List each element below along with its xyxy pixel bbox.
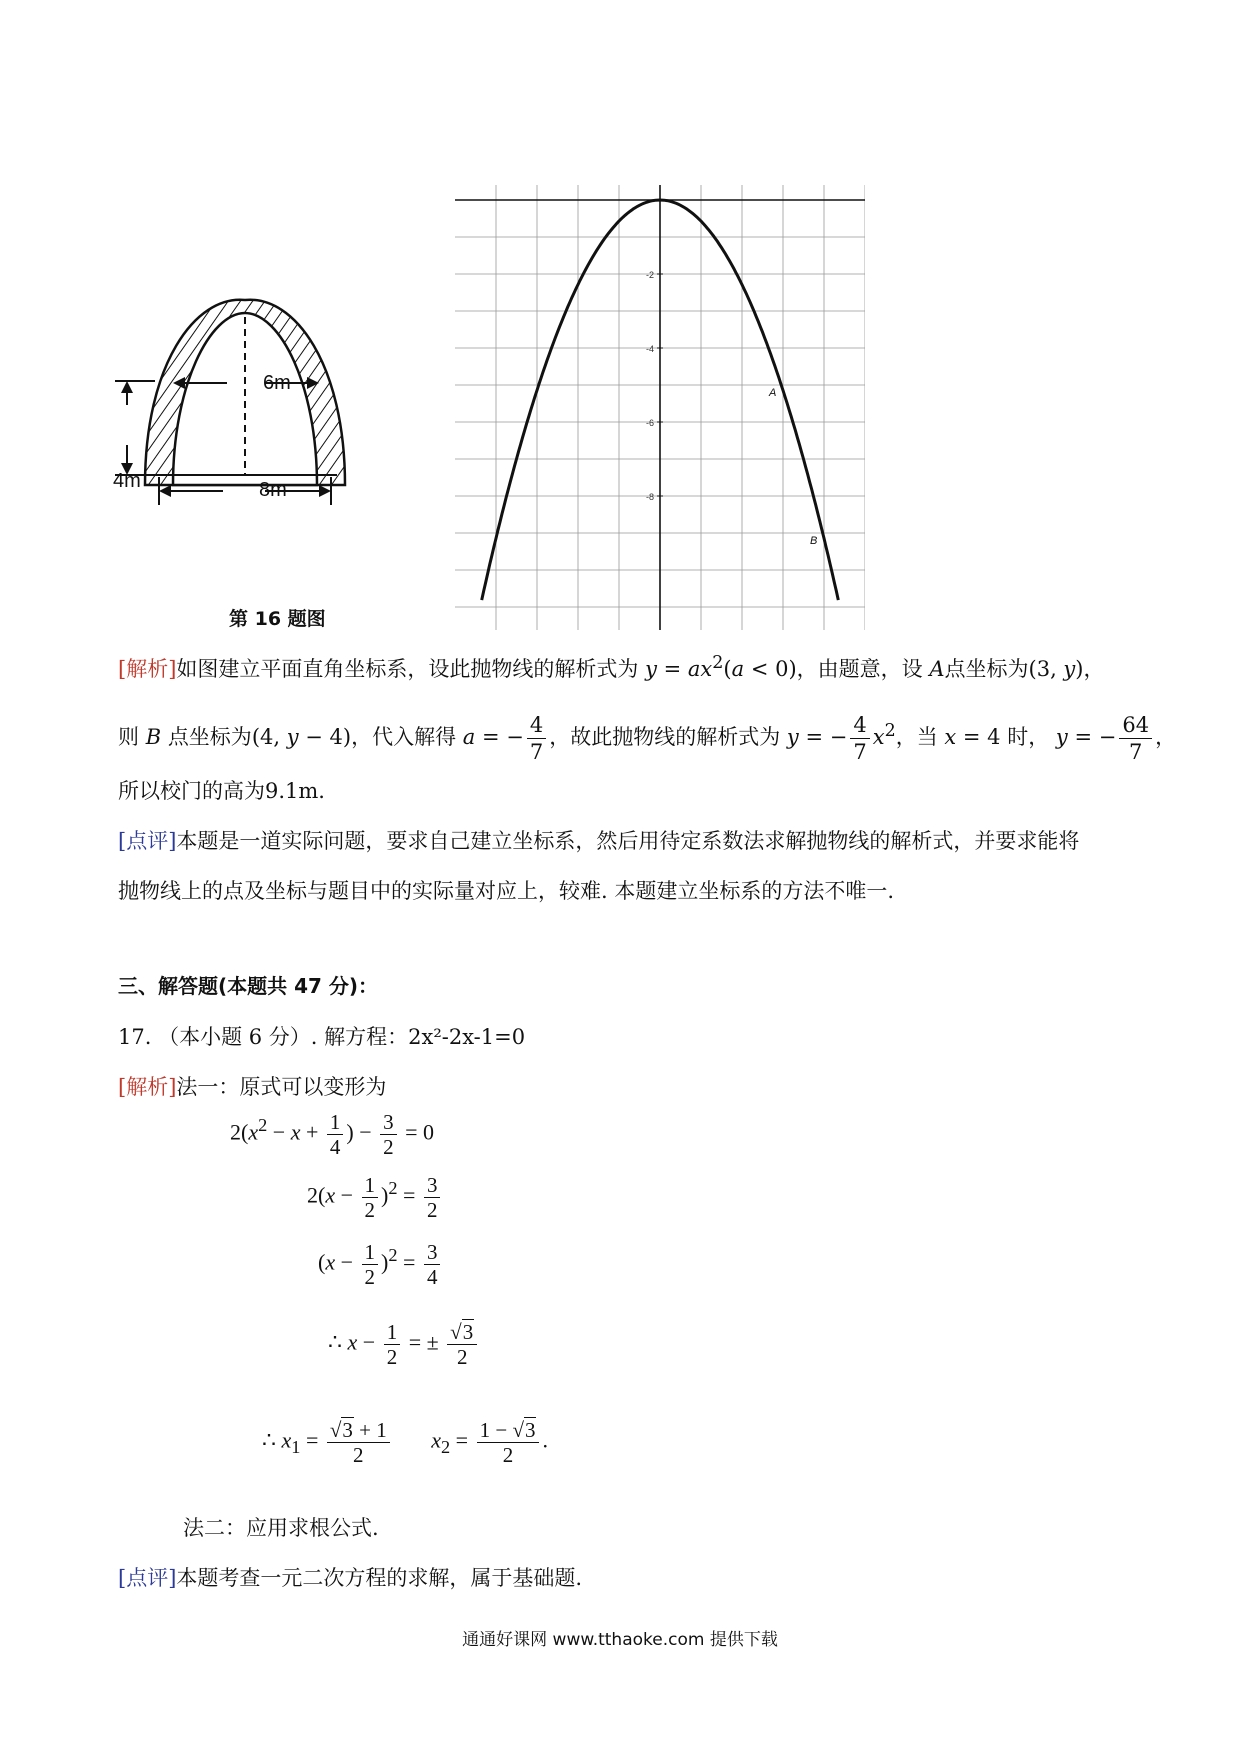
y-tick-label: -8: [645, 492, 654, 502]
point-label-a: A: [769, 387, 777, 400]
equation-step-4: ∴ x − $\frac{1}{2}$ = ± $\frac{√3}{2}$: [328, 1320, 480, 1369]
equation-step-1: $2(x^2 - x$ + $\frac{1}{4}$ ) − $\frac{3}{2}$ = 0: [230, 1110, 435, 1159]
equation-step-2: 2(x − $\frac{1}{2}$ )$^2$ = $\frac{3}{2}$: [307, 1173, 443, 1222]
question-17: 17. （本小题 6 分）. 解方程：2x²-2x-1=0: [118, 1025, 526, 1049]
y-tick-label: -4: [645, 344, 654, 354]
review2-line: [点评]本题考查一元二次方程的求解，属于基础题.: [118, 1566, 583, 1590]
point-label-b: B: [810, 535, 818, 548]
method-two: 法二：应用求根公式.: [183, 1516, 379, 1540]
analysis1-line1: [解析]如图建立平面直角坐标系，设此抛物线的解析式为 $y = ax^2(a < 0)$，由题意，设 A点坐标为(3, y)，: [118, 653, 1105, 681]
review1-line1: [点评]本题是一道实际问题，要求自己建立坐标系，然后用待定系数法求解抛物线的解析式，并要求能将: [118, 829, 1080, 853]
review1-line2: 抛物线上的点及坐标与题目中的实际量对应上，较难. 本题建立坐标系的方法不唯一.: [118, 879, 895, 903]
arch-figure: [115, 295, 405, 575]
analysis-tag: [解析]: [118, 657, 177, 681]
analysis1-line3: 所以校门的高为9.1m.: [118, 779, 325, 803]
analysis2-line1: [解析]法一：原式可以变形为: [118, 1075, 387, 1099]
arch-label-6m: 6m: [263, 372, 291, 394]
section-title: 三、解答题(本题共 47 分)：: [118, 974, 379, 998]
equation-step-3: (x − $\frac{1}{2}$ )$^2$ = $\frac{3}{4}$: [318, 1240, 443, 1289]
page-footer: 通通好课网 www.tthaoke.com 提供下载: [462, 1630, 778, 1650]
y-tick-label: -6: [645, 418, 654, 428]
review-tag: [点评]: [118, 1566, 177, 1590]
arch-label-4m: 4m: [113, 470, 141, 492]
equation-step-5: ∴ $x_1$ = $\frac{√3 + 1}{2}$ $x_2$ = $\frac{1 - √3}{2}$ .: [262, 1418, 548, 1467]
review-tag: [点评]: [118, 829, 177, 853]
parabola-graph: [455, 185, 865, 630]
analysis1-line2: 则 B 点坐标为(4, y − 4)，代入解得 a = − $\frac{4}{7}$ ，故此抛物线的解析式为 y = − $\frac{4}{7}$ $x^2$，当 x = 4 时， y = − $\frac{64}{7}$ ，: [118, 713, 1177, 764]
analysis-tag: [解析]: [118, 1075, 177, 1099]
y-tick-label: -2: [645, 270, 654, 280]
arch-label-8m: 8m: [259, 479, 287, 501]
arch-caption: 第 16 题图: [229, 608, 326, 630]
